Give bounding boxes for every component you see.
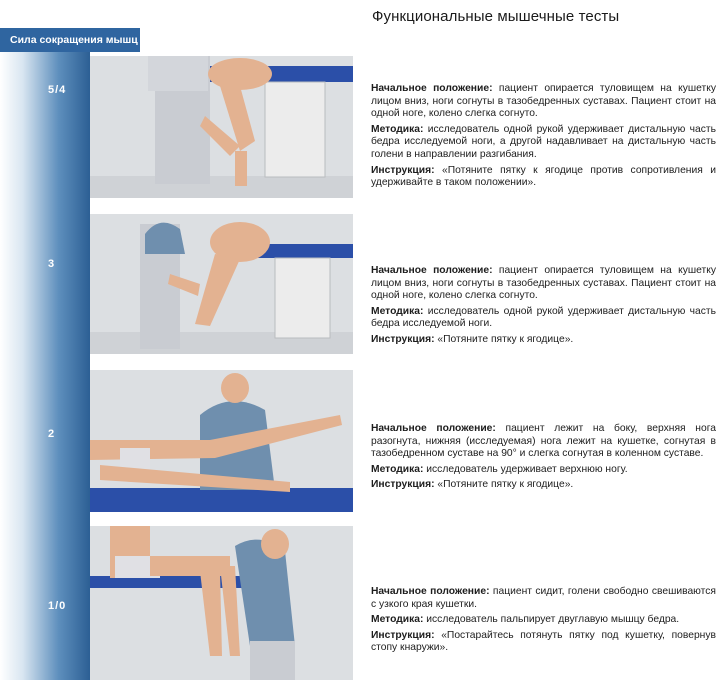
instruction-label: Инструкция: xyxy=(371,479,435,491)
instruction-label: Инструкция: xyxy=(371,164,435,176)
instruction-text: «Потяните пятку к ягодице против сопротивления и удерживайте в таком положении». xyxy=(371,164,716,189)
method-label: Методика: xyxy=(371,614,424,626)
start-position-label: Начальное положение: xyxy=(371,423,496,434)
photo-test-1-0 xyxy=(90,526,353,680)
side-header: Сила сокращения мышц xyxy=(0,28,140,52)
photo-test-5-4 xyxy=(90,56,353,198)
method-text: исследователь пальпирует двуглавую мышцу бедра. xyxy=(426,614,680,626)
start-position-label: Начальное положение: xyxy=(371,265,493,276)
instruction xyxy=(371,334,716,347)
test-description-1-0 xyxy=(371,586,716,658)
instruction-label: Инструкция: xyxy=(371,629,435,641)
page-title: Функциональные мышечные тесты xyxy=(372,8,620,25)
start-position-text: пациент сидит, голени свободно свешиваются с узкого края кушетки. xyxy=(371,586,716,610)
method xyxy=(371,306,716,331)
method xyxy=(371,614,716,627)
test-description-2 xyxy=(371,423,716,495)
start-position xyxy=(371,83,716,121)
start-position xyxy=(371,586,716,611)
method-text: исследователь удерживает верхнюю ногу. xyxy=(426,463,628,475)
method-text: исследователь одной рукой удерживает дистальную часть бедра исследуемой ноги. xyxy=(371,305,716,330)
method-label: Методика: xyxy=(371,463,424,475)
start-position xyxy=(371,265,716,303)
start-position-label: Начальное положение: xyxy=(371,586,490,597)
grade-label: 1/0 xyxy=(48,600,67,612)
grade-label: 2 xyxy=(48,428,56,440)
method-text: исследователь одной рукой удерживает дистальную часть бедра исследуемой ноги, а другой надавливает на дистальную часть голени в направлении разгибания. xyxy=(371,123,716,160)
test-description-3 xyxy=(371,265,716,350)
method xyxy=(371,124,716,162)
method-label: Методика: xyxy=(371,123,424,135)
instruction xyxy=(371,630,716,655)
start-position-text: пациент опирается туловищем на кушетку лицом вниз, ноги согнуты в тазобедренных суставах. Пациент стоит на одной ноге, колено слегка согнуто. xyxy=(371,83,716,120)
start-position-label: Начальное положение: xyxy=(371,83,493,94)
instruction xyxy=(371,165,716,190)
method-label: Методика: xyxy=(371,305,424,317)
test-description-5-4 xyxy=(371,83,716,193)
instruction xyxy=(371,479,716,492)
instruction-text: «Постарайтесь потянуть пятку под кушетку, повернув стопу кнаружи». xyxy=(371,629,716,654)
start-position-text: пациент лежит на боку, верхняя нога разогнута, нижняя (исследуемая) нога лежит на кушетке, согнутая в тазобедренном суставе на 90° и слегка согнутая в коленном суставе. xyxy=(371,423,716,460)
side-gradient-band xyxy=(0,28,90,680)
grade-label: 5/4 xyxy=(48,84,67,96)
start-position-text: пациент опирается туловищем на кушетку лицом вниз, ноги согнуты в тазобедренных суставах. Пациент стоит на одной ноге, колено слегка согнуто. xyxy=(371,265,716,302)
instruction-label: Инструкция: xyxy=(371,333,435,345)
method xyxy=(371,464,716,477)
instruction-text: «Потяните пятку к ягодице». xyxy=(437,479,574,491)
photo-test-2 xyxy=(90,370,353,512)
start-position xyxy=(371,423,716,461)
photo-test-3 xyxy=(90,214,353,354)
instruction-text: «Потяните пятку к ягодице». xyxy=(437,333,574,345)
grade-label: 3 xyxy=(48,258,56,270)
